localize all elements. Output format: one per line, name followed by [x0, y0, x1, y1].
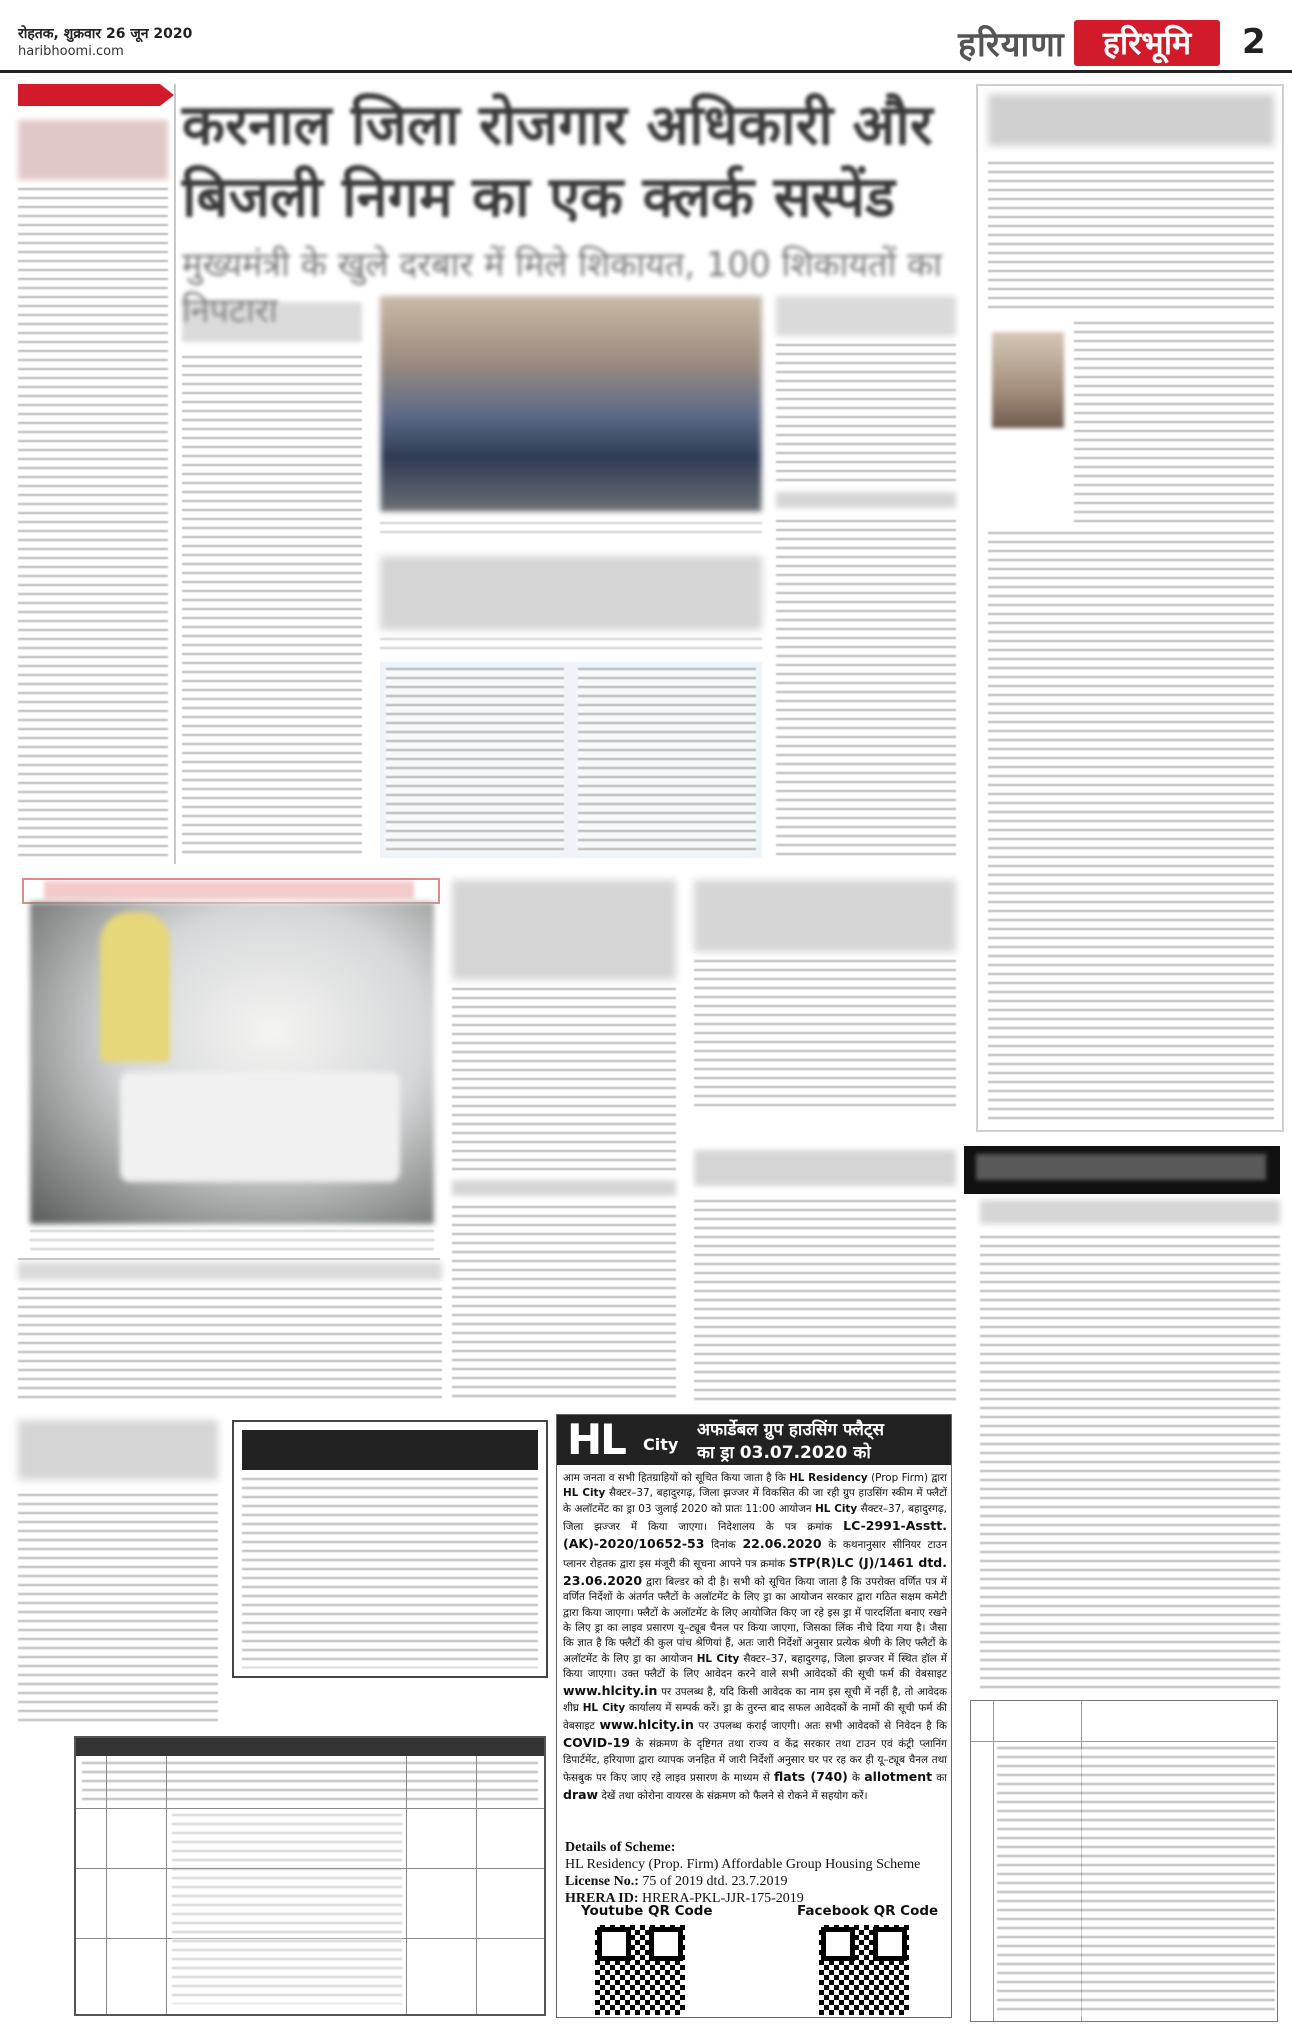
facebook-qr-code[interactable]	[819, 1925, 909, 2015]
ad-body-segment: सैक्टर–37, बहादुरगढ़, जिला झज्जर में विकसित की जा रही ग्रुप हाउसिंग स्कीम में फ्लैटों के अलॉटमेंट का ड्रा 03 जुलाई 2020 को प्रातः 11:00 आयोजन	[563, 1487, 947, 1515]
ad-body-segment: पर उपलब्ध है, यदि किसी आवेदक का नाम इस सूची में नहीं है, तो आवेदक शीघ्र	[563, 1686, 947, 1714]
right-notice-text	[980, 1236, 1280, 1692]
ad-headline-line2: का ड्रा 03.07.2020 को	[697, 1443, 871, 1463]
youtube-qr-code[interactable]	[595, 1925, 685, 2015]
ad-body-segment: सैक्टर–37, बहादुरगढ़, जिला झज्जर में स्थित हॉल में किया जाएगा। उक्त फ्लैटों के लिए आवेदन करने वाले सभी आवेदकों की सूची फर्म की वेबसाइट	[563, 1652, 947, 1680]
rtbl-col	[993, 1701, 994, 2021]
ad-body-segment: के	[847, 1771, 865, 1784]
tender-table-header	[76, 1738, 544, 1756]
strip-story-heading	[18, 1262, 442, 1280]
ad-body-segment: देखें तथा कोरोना वायरस के संक्रमण को फैलने से रोकने में सहयोग करें।	[598, 1790, 868, 1803]
tender-table	[74, 1736, 546, 2016]
sebi-notice-box	[232, 1420, 548, 1678]
ad-body-segment: www.hlcity.in	[563, 1683, 658, 1699]
side-story-heading	[776, 296, 956, 336]
author-portrait	[992, 332, 1064, 428]
main-subheadline: मुख्यमंत्री के खुले दरबार में मिले शिकायत, 100 शिकायतों का निपटारा	[182, 245, 943, 331]
side-story-text	[776, 344, 956, 484]
facebook-qr-label: Facebook QR Code	[797, 1903, 939, 1919]
bottom-left-heading	[18, 1420, 218, 1480]
employee-story-heading	[694, 1150, 956, 1186]
hl-logo: HL	[567, 1415, 625, 1464]
sebi-notice-text	[242, 1478, 538, 1668]
right-notice-heading	[976, 1154, 1266, 1180]
ad-body-segment: allotment	[864, 1768, 933, 1784]
bottom-left-text	[18, 1494, 218, 1724]
tender-row	[76, 1808, 544, 1809]
ad-body-segment: flats (740)	[774, 1768, 848, 1784]
right-notice-table	[970, 1700, 1278, 2022]
notice-story-text	[452, 988, 676, 1174]
side-story-text-2	[776, 520, 956, 860]
ad-body-segment: आम जनता व सभी हितग्राहियों को सूचित किया जाता है कि	[563, 1472, 790, 1484]
ad-body-segment: HL Residency	[789, 1472, 868, 1484]
ad-body-segment: HL City	[582, 1701, 626, 1714]
tender-col	[406, 1756, 407, 2014]
newspaper-logo: हरिभूमि	[1074, 20, 1220, 66]
ad-body-text	[563, 1471, 947, 1805]
ad-body-segment: (Prop Firm) द्वारा	[867, 1472, 947, 1484]
ad-body-segment: www.hlcity.in	[599, 1716, 694, 1732]
tender-table-title	[82, 1762, 538, 1802]
ad-body-segment: 22.06.2020	[742, 1536, 822, 1552]
youtube-qr-label: Youtube QR Code	[581, 1903, 713, 1919]
details-scheme: HL Residency (Prop. Firm) Affordable Group Housing Scheme	[565, 1857, 921, 1873]
main-headline-line1: करनाल जिला रोजगार अधिकारी और	[182, 93, 933, 158]
health-worker-figure	[100, 912, 170, 1062]
right-feature-text-3	[988, 532, 1274, 1122]
right-feature-heading	[988, 94, 1274, 146]
left-column-text	[18, 188, 168, 858]
quote-text-left	[386, 668, 564, 852]
ad-body-segment: LC-2991-Asstt.(AK)-2020/10652-53	[563, 1517, 947, 1552]
tender-col	[106, 1756, 107, 2014]
quote-byline	[380, 638, 762, 652]
tender-cells	[172, 1814, 402, 2004]
page-number: 2	[1242, 22, 1266, 62]
main-story-col1	[182, 356, 362, 856]
notice-story-subhead	[452, 1180, 676, 1196]
ad-headline-line1: अफार्डेबल ग्रुप हाउसिंग फ्लैट्स	[697, 1420, 884, 1440]
main-headline	[182, 90, 962, 233]
ad-body-segment: का	[932, 1771, 947, 1784]
ad-body-segment: कार्यालय में सम्पर्क करें। ड्रा के तुरन्त बाद सफल आवेदकों के नामों की सूची फर्म की वेबसाइट	[563, 1701, 947, 1732]
meeting-photo	[380, 296, 762, 512]
ad-body-segment: पर उपलब्ध कराई जाएगी। अतः सभी आवेदकों से निवेदन है कि	[693, 1719, 947, 1732]
strip-story-text	[18, 1288, 442, 1400]
edition-date: रोहतक, शुक्रवार 26 जून 2020	[18, 26, 193, 42]
ad-body-segment: दिनांक	[704, 1539, 743, 1552]
tender-col	[166, 1756, 167, 2014]
patient-bed	[120, 1072, 400, 1182]
band-rule	[18, 1258, 440, 1260]
website-link[interactable]: haribhoomi.com	[18, 44, 124, 59]
notice-story-text-2	[452, 1206, 676, 1402]
ad-body-segment: HL City	[563, 1487, 606, 1500]
byline-block	[182, 302, 362, 342]
diesel-story-text	[694, 960, 956, 1110]
right-notice-heading-bar	[964, 1146, 1280, 1194]
ad-body-segment: सैक्टर–37, बहादुरगढ़, जिला झज्जर में किया जाएगा। निदेशालय के पत्र क्रमांक	[563, 1502, 947, 1533]
tender-col	[476, 1756, 477, 2014]
ad-scheme-details	[565, 1839, 949, 1907]
column-rule	[174, 84, 176, 864]
right-feature-box	[976, 84, 1284, 1132]
quote-text-right	[578, 668, 756, 852]
diesel-story-heading	[694, 880, 956, 952]
hl-city-advertisement	[556, 1414, 952, 2018]
right-feature-text-1	[988, 162, 1274, 312]
hrera-label: HRERA ID:	[565, 1891, 639, 1907]
rtbl-row	[971, 1741, 1277, 1742]
quote-box	[380, 662, 762, 858]
details-heading: Details of Scheme:	[565, 1840, 676, 1855]
ad-body-segment: द्वारा बिल्डर को दी है। सभी को सूचित किया जाता है कि उपरोक्त वर्णित पत्र में वर्णित निर्देशों के अंतर्गत फ्लैटों के अलॉटमेंट के लिए ड्रा का आयोजन सरकार द्वारा गठित सक्षम कमेटी द्वारा किया जाएगा। फ्लैटों के अलॉटमेंट के लिए आयोजित किए जा रहे इस ड्रा में पारदर्शिता बनाए रखने के लिए ड्रा का लाइव प्रसारण यू–ट्यूब चैनल पर किया जाएगा, जिसका लिंक नीचे दिया गया है। जैसा कि ज्ञात है कि फ्लैटों की कुल पांच श्रेणियां हैं, अतः जारी निर्देशों अनुसार प्रत्येक श्रेणी के लिए फ्लैटों के अलॉटमेंट के लिए ड्रा का आयोजन	[563, 1576, 947, 1665]
license-label: License No.:	[565, 1874, 639, 1890]
ad-body-segment: HL City	[815, 1502, 858, 1515]
hl-logo-city: City	[643, 1435, 679, 1454]
right-notice-subheading	[980, 1200, 1280, 1224]
ad-banner	[557, 1415, 951, 1465]
left-column-tag	[18, 84, 160, 106]
ad-body-segment: STP(R)LC (J)/1461 dtd. 23.06.2020	[563, 1554, 948, 1589]
quote-headline	[380, 556, 762, 630]
ad-body-segment: HL City	[696, 1652, 740, 1665]
rtbl-rows-text	[997, 1747, 1275, 2017]
side-story-subhead	[776, 492, 956, 508]
ad-body-segment: के कथनानुसार सीनियर टाउन प्लानर रोहतक द्वारा इस मंजूरी की सूचना आपने पत्र क्रमांक	[563, 1539, 947, 1570]
ad-body-segment: COVID-19	[563, 1735, 630, 1751]
license-value: 75 of 2019 dtd. 23.7.2019	[642, 1874, 788, 1890]
license-line	[565, 1873, 949, 1890]
hospital-story-heading-box	[22, 878, 440, 904]
hospital-photo-caption	[30, 1230, 434, 1254]
hospital-story-heading	[44, 881, 414, 899]
hrera-value: HRERA-PKL-JJR-175-2019	[642, 1891, 804, 1907]
main-headline-line2: बिजली निगम का एक क्लर्क सस्पेंड	[182, 164, 895, 230]
ad-body-segment: draw	[563, 1787, 599, 1803]
employee-story-text	[694, 1200, 956, 1400]
section-title: हरियाणा	[958, 25, 1065, 65]
notice-story-heading	[452, 880, 676, 980]
ad-body-segment: के संक्रमण के दृष्टिगत तथा राज्य व केंद्र सरकार तथा टाउन एवं कंट्री प्लानिंग डिपार्टमेंट, हरियाणा द्वारा व्यापक जनहित में जारी निर्देशों अनुसार घर पर रह कर ही यू–ट्यूब चैनल तथा फेसबुक पर किए जाए रहे लाइव प्रसारण के माध्यम से	[563, 1738, 947, 1784]
left-column-heading	[18, 120, 168, 180]
hospital-photo	[30, 902, 434, 1224]
header-rule	[0, 70, 1292, 73]
right-feature-text-2	[1074, 322, 1274, 522]
meeting-photo-caption	[380, 522, 762, 538]
sebi-logo-bar	[242, 1430, 538, 1470]
